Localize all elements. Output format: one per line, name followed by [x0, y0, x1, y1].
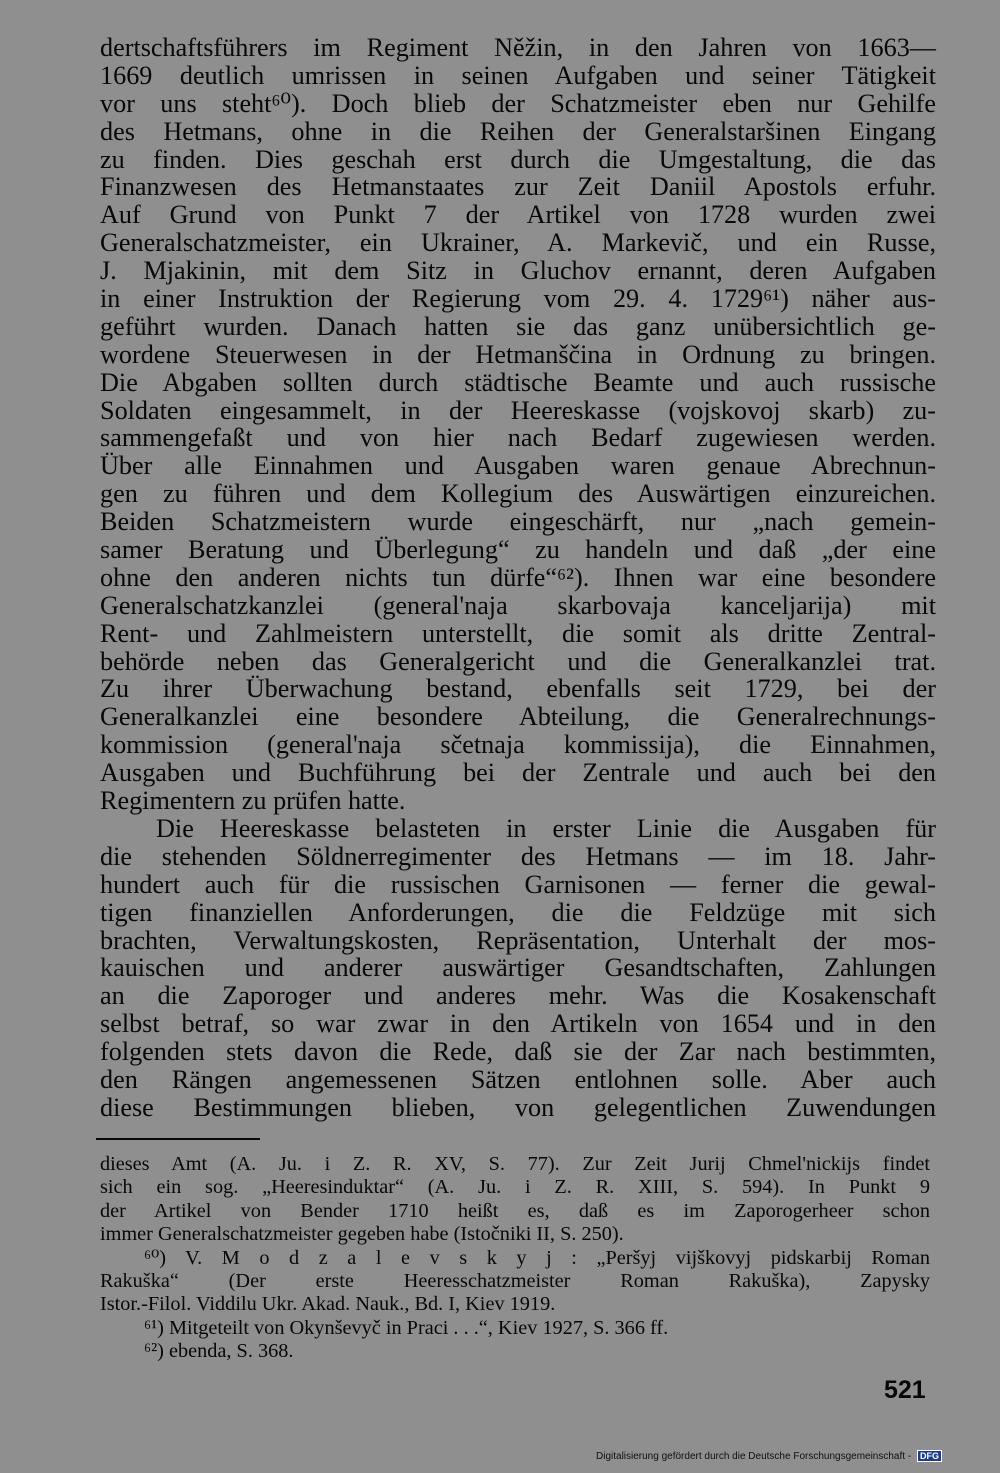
- text-line: sammengefaßt und von hier nach Bedarf zugewiesen werden.: [100, 423, 936, 453]
- dfg-logo: DFG: [917, 1450, 942, 1462]
- text-line: 1669 deutlich umrissen in seinen Aufgaben und seiner Tätigkeit: [100, 60, 936, 90]
- digitization-credit: [596, 1450, 942, 1462]
- text-line: Generalschatzkanzlei (general'naja skarbovaja kanceljarija) mit: [100, 590, 936, 620]
- text-line: Generalkanzlei eine besondere Abteilung, die Generalrechnungs-: [100, 702, 936, 732]
- page-number: 521: [884, 1376, 926, 1404]
- text-line: Soldaten eingesammelt, in der Heereskasse (vojskovoj skarb) zu-: [100, 395, 936, 425]
- text-line: Generalschatzmeister, ein Ukrainer, A. Markevič, und ein Russe,: [100, 228, 936, 258]
- footnote-line: ⁶²) ebenda, S. 368.: [144, 1340, 294, 1363]
- footnote-line: ⁶¹) Mitgeteilt von Okynševyč in Praci . . .“, Kiev 1927, S. 366 ff.: [144, 1316, 669, 1339]
- body-text: [100, 34, 936, 1122]
- text-line: kommission (general'naja sčetnaja kommissija), die Einnahmen,: [100, 730, 936, 760]
- text-line: vor uns steht⁶⁰). Doch blieb der Schatzmeister eben nur Gehilfe: [100, 88, 936, 118]
- text-line: brachten, Verwaltungskosten, Repräsentation, Unterhalt der mos-: [100, 925, 936, 955]
- text-line: Regimentern zu prüfen hatte.: [100, 786, 406, 816]
- text-line: Zu ihrer Überwachung bestand, ebenfalls seit 1729, bei der: [100, 674, 936, 704]
- text-line: behörde neben das Generalgericht und die Generalkanzlei trat.: [100, 646, 936, 676]
- text-line: gen zu führen und dem Kollegium des Auswärtigen einzureichen.: [100, 479, 936, 509]
- text-line: Rent- und Zahlmeistern unterstellt, die somit als dritte Zentral-: [100, 618, 936, 648]
- text-line: selbst betraf, so war zwar in den Artikeln von 1654 und in den: [100, 1009, 936, 1039]
- footnotes: [100, 1153, 930, 1364]
- text-line: ohne den anderen nichts tun dürfe“⁶²). Ihnen war eine besondere: [100, 562, 936, 592]
- footnote-line: der Artikel von Bender 1710 heißt es, daß es im Zaporogerheer schon: [100, 1199, 930, 1222]
- text-line: samer Beratung und Überlegung“ zu handeln und daß „der eine: [100, 535, 936, 565]
- text-line: hundert auch für die russischen Garnisonen — ferner die gewal-: [100, 869, 936, 899]
- text-line: Über alle Einnahmen und Ausgaben waren genaue Abrechnun-: [100, 451, 936, 481]
- text-line: kauischen und anderer auswärtiger Gesandtschaften, Zahlungen: [100, 953, 936, 983]
- text-line: Finanzwesen des Hetmanstaates zur Zeit Daniil Apostols erfuhr.: [100, 172, 936, 202]
- text-line: folgenden stets davon die Rede, daß sie der Zar nach bestimmten,: [100, 1037, 936, 1067]
- text-line: Beiden Schatzmeistern wurde eingeschärft, nur „nach gemein-: [100, 507, 936, 537]
- text-line: die stehenden Söldnerregimenter des Hetmans — im 18. Jahr-: [100, 841, 936, 871]
- footnote-line: sich ein sog. „Heeresinduktar“ (A. Ju. i Z. R. XIII, S. 594). In Punkt 9: [100, 1176, 930, 1199]
- text-line: J. Mjakinin, mit dem Sitz in Gluchov ernannt, deren Aufgaben: [100, 256, 936, 286]
- text-line: wordene Steuerwesen in der Hetmanščina in Ordnung zu bringen.: [100, 339, 936, 369]
- text-line: Die Heereskasse belasteten in erster Linie die Ausgaben für: [156, 813, 936, 843]
- text-line: zu finden. Dies geschah erst durch die Umgestaltung, die das: [100, 144, 936, 174]
- text-line: des Hetmans, ohne in die Reihen der Generalstaršinen Eingang: [100, 116, 936, 146]
- footnote-rule: [96, 1138, 260, 1140]
- text-line: Auf Grund von Punkt 7 der Artikel von 1728 wurden zwei: [100, 200, 936, 230]
- text-line: den Rängen angemessenen Sätzen entlohnen solle. Aber auch: [100, 1064, 936, 1094]
- text-line: in einer Instruktion der Regierung vom 29. 4. 1729⁶¹) näher aus-: [100, 284, 936, 314]
- credit-text: Digitalisierung gefördert durch die Deutsche Forschungsgemeinschaft -: [596, 1451, 912, 1462]
- footnote-line: dieses Amt (A. Ju. i Z. R. XV, S. 77). Zur Zeit Jurij Chmel'nickijs findet: [100, 1153, 930, 1175]
- text-line: geführt wurden. Danach hatten sie das ganz unübersichtlich ge-: [100, 311, 936, 341]
- footnote-line: Rakuška“ (Der erste Heeresschatzmeister Roman Rakuška), Zapysky: [100, 1269, 930, 1292]
- footnote-line: immer Generalschatzmeister gegeben habe (Istočniki II, S. 250).: [100, 1223, 624, 1246]
- text-line: dertschaftsführers im Regiment Něžin, in den Jahren von 1663—: [100, 33, 936, 62]
- text-line: Ausgaben und Buchführung bei der Zentrale und auch bei den: [100, 758, 936, 788]
- text-line: an die Zaporoger und anderes mehr. Was die Kosakenschaft: [100, 981, 936, 1011]
- text-line: Die Abgaben sollten durch städtische Beamte und auch russische: [100, 367, 936, 397]
- text-line: diese Bestimmungen blieben, von gelegentlichen Zuwendungen: [100, 1092, 936, 1122]
- footnote-line: Istor.-Filol. Viddilu Ukr. Akad. Nauk., Bd. I, Kiev 1919.: [100, 1293, 556, 1316]
- text-line: tigen finanziellen Anforderungen, die die Feldzüge mit sich: [100, 897, 936, 927]
- footnote-line: ⁶⁰) V. M o d z a l e v s k y j : „Peršyj vijškovyj pidskarbij Roman: [144, 1246, 930, 1269]
